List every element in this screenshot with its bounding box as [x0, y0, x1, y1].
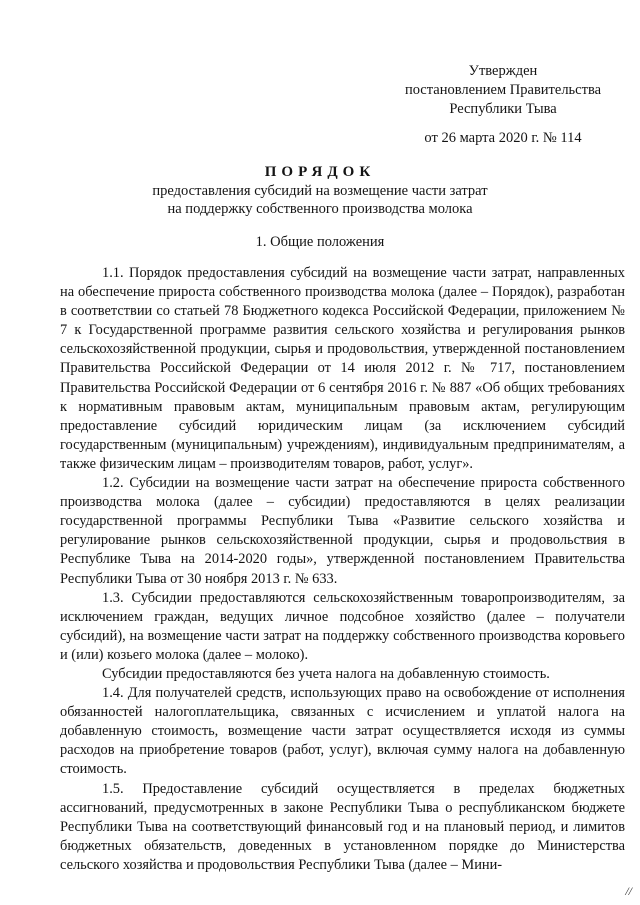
section-heading: 1. Общие положения: [255, 234, 385, 250]
page-footer-mark: //: [625, 884, 632, 898]
document-body: [60, 264, 625, 875]
document-subtitle: [100, 182, 540, 218]
paragraph-1-5: 1.5. Предоставление субсидий осуществляется в пределах бюджетных ассигнований, предусмотренных в законе Республики Тыва о республиканском бюджете Республики Тыва на соответствующий финансовый год и на плановый период, и лимитов бюджетных обязательств, доведенных в установленном порядке до Министерства сельского хозяйства и продовольствия Республики Тыва (далее – Мини-: [60, 780, 625, 873]
paragraph-1-2: 1.2. Субсидии на возмещение части затрат на обеспечение прироста собственного производства молока (далее – субсидии) предоставляются в целях реализации государственной программы Республики Тыва «Развитие сельского хозяйства и регулирование рынков сельскохозяйственной продукции, сырья и продовольствия в Республике Тыва на 2014-2020 годы», утвержденной постановлением Правительства Республики Тыва от 30 ноября 2013 г. № 633.: [60, 475, 625, 587]
subtitle-line-1: предоставления субсидий на возмещение части затрат: [152, 183, 488, 199]
approval-line-republic: Республики Тыва: [449, 101, 557, 117]
paragraph-1-1: 1.1. Порядок предоставления субсидий на возмещение части затрат, направленных на обеспечение прироста собственного производства молока (далее – Порядок), разработан в соответствии со статьей 78 Бюджетного кодекса Российской Федерации, приложением № 7 к Государственной программе развития сельского хозяйства и регулирования рынков сельскохозяйственной продукции, сырья и продовольствия, утвержденной постановлением Правительства Российской Федерации от 14 июля 2012 г. № 717, постановлением Правительства Российской Федерации от 6 сентября 2016 г. № 887 «Об общих требованиях к нормативным правовым актам, муниципальным правовым актам, регулирующим предоставление субсидий юридическим лицам (за исключением субсидий государственным (муниципальным) учреждениям), индивидуальным предпринимателям, а также физическим лицам – производителям товаров, работ, услуг».: [60, 265, 625, 472]
subtitle-line-2: на поддержку собственного производства молока: [167, 201, 473, 217]
paragraph-1-3: 1.3. Субсидии предоставляются сельскохозяйственным товаропроизводителям, за исключением граждан, ведущих личное подсобное хозяйство (далее – получатели субсидий), на возмещение части затрат на поддержку собственного производства коровьего и (или) козьего молока (далее – молоко).: [60, 589, 625, 663]
approval-line-resolution: постановлением Правительства: [404, 82, 602, 98]
approval-line-approved: Утвержден: [468, 63, 538, 79]
approval-date: от 26 марта 2020 г. № 114: [424, 130, 582, 146]
approval-block: [388, 62, 618, 148]
document-title: ПОРЯДОК: [264, 164, 376, 180]
paragraph-vat-note: Субсидии предоставляются без учета налога на добавленную стоимость.: [102, 665, 550, 682]
paragraph-1-4: 1.4. Для получателей средств, использующих право на освобождение от исполнения обязанностей налогоплательщика, связанных с исчислением и уплатой налога на добавленную стоимость, возмещение части затрат осуществляется исходя из суммы расходов на приобретение товаров (работ, услуг), включая сумму налога на добавленную стоимость.: [60, 685, 625, 778]
